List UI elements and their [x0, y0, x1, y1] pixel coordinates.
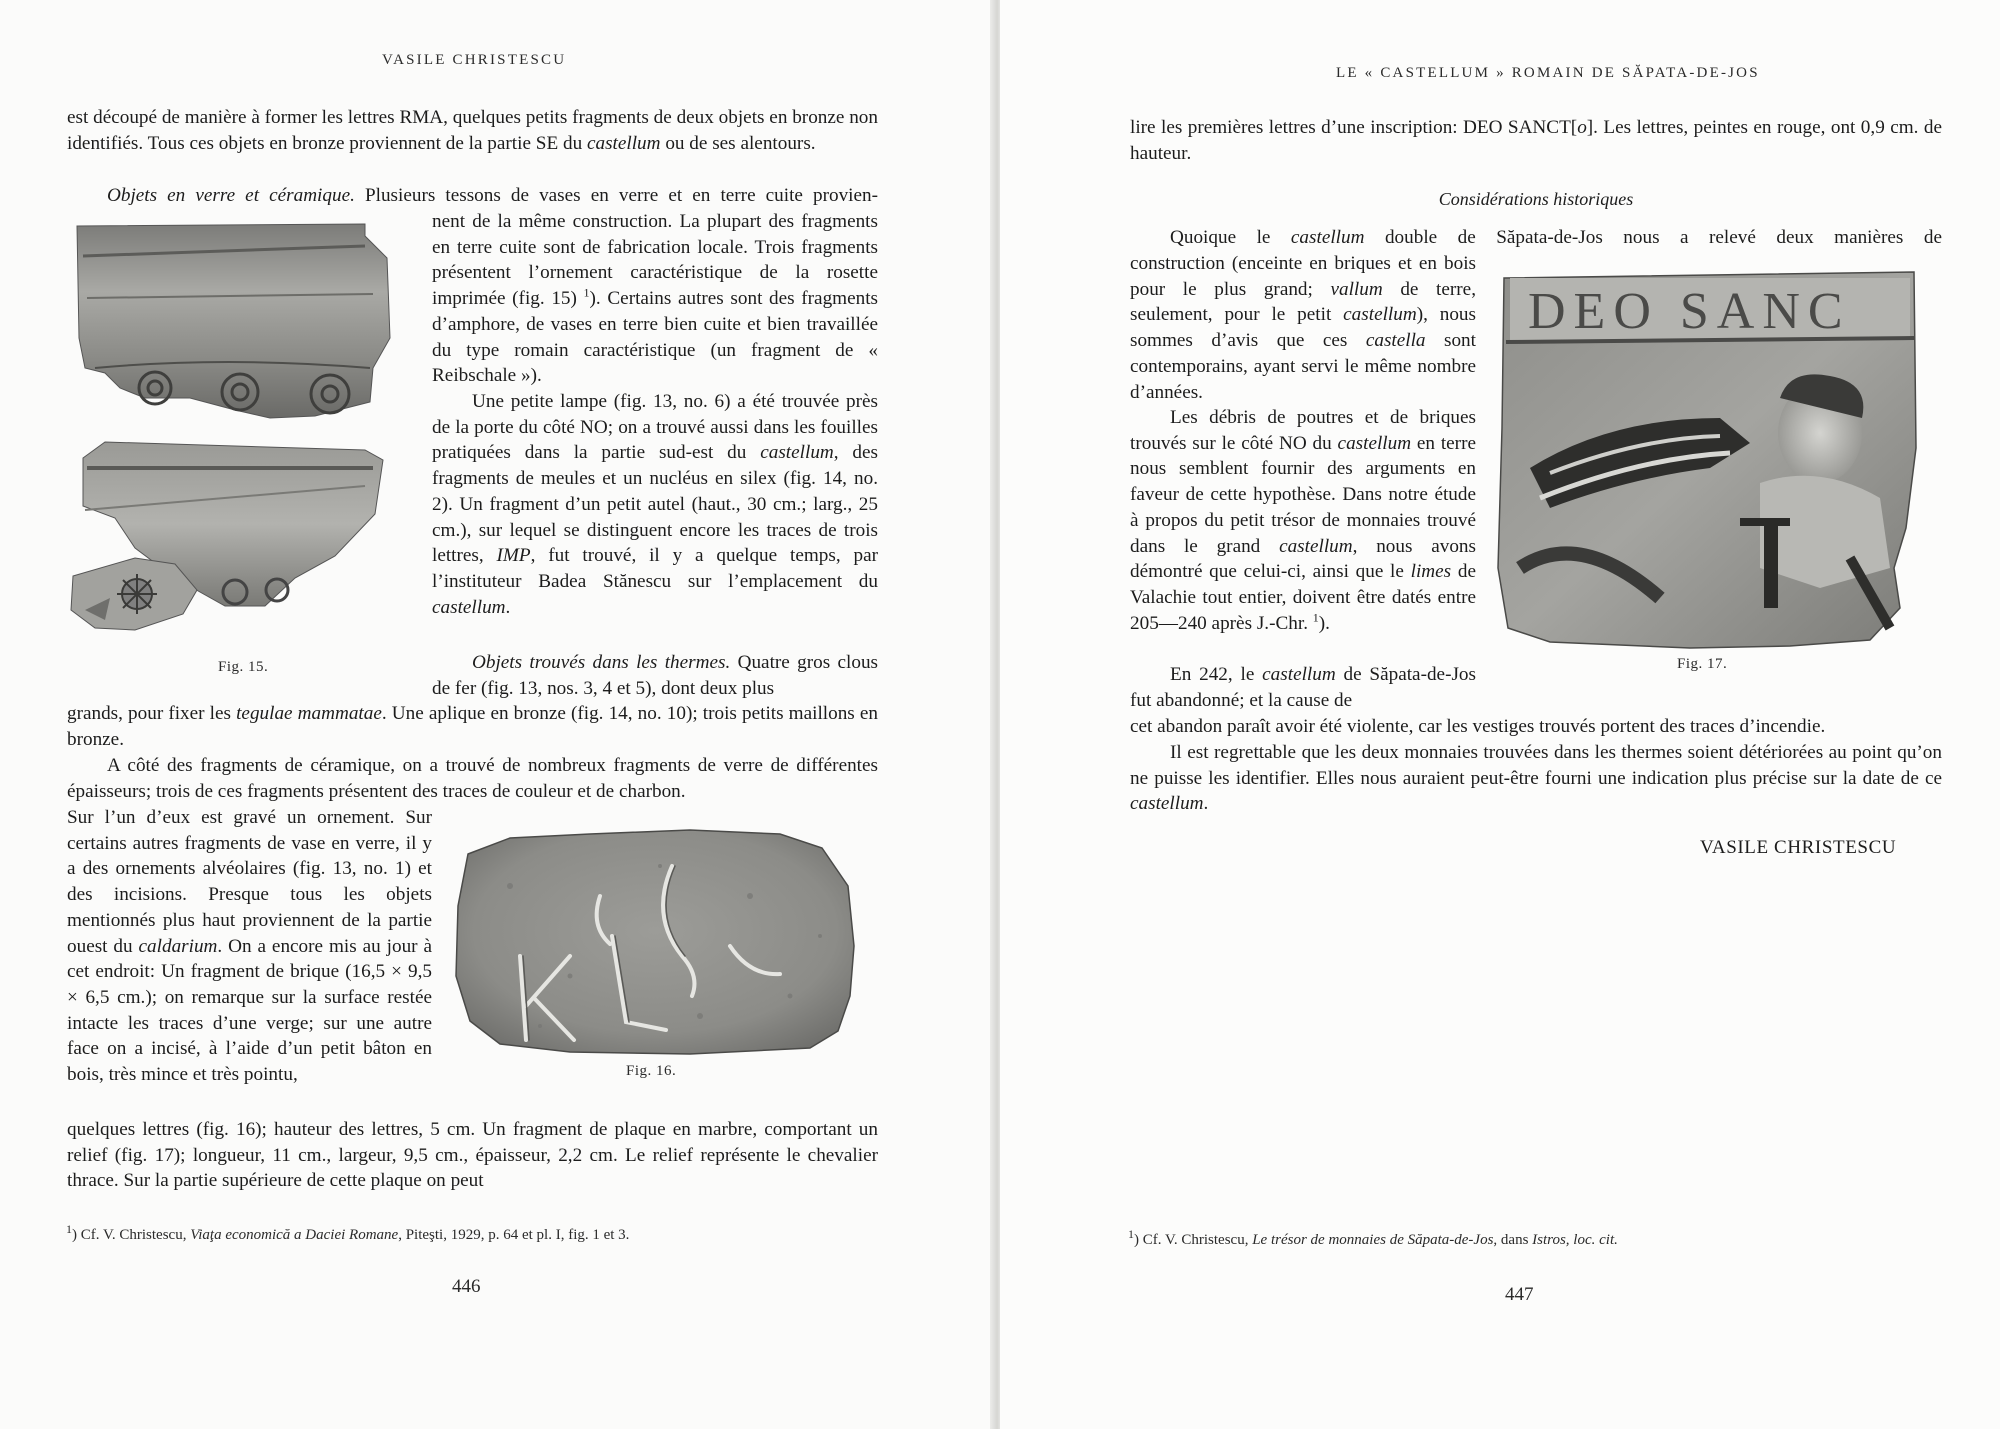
paragraph: Objets en verre et céramique. Plusieurs tessons de vases en verre et en terre cuite provien-: [107, 185, 879, 206]
figure-15-caption: Fig. 15.: [218, 659, 269, 675]
page-number: 447: [1505, 1284, 1534, 1305]
footnote: $^1$) Cf. V. Christescu, Viaţa economică a Daciei Romane, Piteşti, 1929, p. 64 et pl. I, fig. 1 et 3.: [66, 1222, 630, 1243]
figure-17-photo: [1490, 268, 1920, 650]
paragraph: Il est regrettable que les deux monnaies trouvées dans les thermes soient détériorées au point qu’on ne puisse les identifier. Elles nous auraient peut-être fourni une indication plus précise sur la date de ce castellum.: [1130, 742, 1942, 815]
left-page: [0, 0, 995, 1429]
figure-16-photo: [450, 826, 870, 1061]
section-heading: Considérations historiques: [1438, 189, 1634, 209]
figure-16-caption: Fig. 16.: [626, 1063, 677, 1079]
figure-17-caption: Fig. 17.: [1677, 656, 1728, 672]
paragraph: quelques lettres (fig. 16); hauteur des lettres, 5 cm. Un fragment de plaque en marbre, comportant un relief (fig. 17); longueur, 11 cm., largeur, 9,5 cm., épaisseur, 2,2 cm. Le relief représente le chevalier thrace. Sur la partie supérieure de cette plaque on peut: [67, 1119, 878, 1192]
paragraph: Les débris de poutres et de briques trouvés sur le côté NO du castellum en terre nous semblent fournir des arguments en faveur de cette hypothèse. Dans notre étude à propos du petit trésor de monnaies trouvé dans le grand castellum, nous avons démontré que celui-ci, ainsi que le limes de Valachie tout entier, doivent être datés entre 205—240 après J.-Chr. $^1$).: [1130, 407, 1476, 634]
paragraph: A côté des fragments de céramique, on a trouvé de nombreux fragments de verre de différentes épaisseurs; trois de ces fragments présentent des traces de couleur et de charbon.: [67, 755, 878, 802]
right-page: [1000, 0, 2000, 1429]
paragraph: cet abandon paraît avoir été violente, car les vestiges trouvés portent des traces d’incendie.: [1130, 716, 1826, 737]
author-signature: VASILE CHRISTESCU: [1700, 837, 1897, 858]
page-number: 446: [452, 1276, 481, 1297]
paragraph: Quoique le castellum double de Săpata-de-Jos nous a relevé deux manières de: [1170, 227, 1942, 248]
paragraph: est découpé de manière à former les lettres RMA, quelques petits fragments de deux objets en bronze non identifiés. Tous ces objets en bronze proviennent de la partie SE du castellum ou de ses alentours.: [67, 107, 878, 154]
paragraph: lire les premières lettres d’une inscription: DEO SANCT[o]. Les lettres, peintes en rouge, ont 0,9 cm. de hauteur.: [1130, 117, 1942, 164]
paragraph: grands, pour fixer les tegulae mammatae. Une aplique en bronze (fig. 14, no. 10); trois petits maillons en bronze.: [67, 703, 878, 750]
paragraph: nent de la même construction. La plupart des fragments en terre cuite sont de fabrication locale. Trois fragments présentent l’ornement caractéristique de la rosette imprimée (fig. 15) $^1$). Certains autres sont des fragments d’amphore, de vases en terre bien cuite et bien travaillée du type romain caractéristique (un fragment de « Reibschale »).: [432, 211, 878, 387]
figure-15-photo: [65, 218, 425, 656]
footnote: $^1$) Cf. V. Christescu, Le trésor de monnaies de Săpata-de-Jos, dans Istros, loc. cit.: [1128, 1227, 1618, 1248]
paragraph: construction (enceinte en briques et en bois pour le plus grand; vallum de terre, seulement, pour le petit castellum), nous sommes d’avis que ces castella sont contemporains, ayant servi le même nombre d’années.: [1130, 253, 1476, 403]
running-header: LE « CASTELLUM » ROMAIN DE SĂPATA-DE-JOS: [1336, 65, 1760, 81]
running-header: VASILE CHRISTESCU: [382, 52, 567, 68]
paragraph: Sur l’un d’eux est gravé un ornement. Sur certains autres fragments de vase en verre, il y a des ornements alvéolaires (fig. 13, no. 1) et des incisions. Presque tous les objets mentionnés plus haut proviennent de la partie ouest du caldarium. On a encore mis au jour à cet endroit: Un fragment de brique (16,5 × 9,5 × 6,5 cm.); on remarque sur la surface restée intacte les traces d’une verge; sur une autre face on a incisé, à l’aide d’un petit bâton en bois, très mince et très pointu,: [67, 807, 432, 1086]
paragraph: En 242, le castellum de Săpata-de-Jos fut abandonné; et la cause de: [1130, 664, 1476, 711]
paragraph: Une petite lampe (fig. 13, no. 6) a été trouvée près de la porte du côté NO; on a trouvé aussi dans les fouilles pratiquées dans la partie sud-est du castellum, des fragments de meules et un nucléus en silex (fig. 14, no. 2). Un fragment d’un petit autel (haut., 30 cm.; larg., 25 cm.), sur lequel se distinguent encore les traces de trois lettres, IMP, fut trouvé, il y a quelque temps, par l’instituteur Badea Stănescu sur l’emplacement du castellum.: [432, 391, 879, 618]
figure-17-inscription: DEO SANC: [1528, 283, 1851, 340]
paragraph: Objets trouvés dans les thermes. Quatre gros clous de fer (fig. 13, nos. 3, 4 et 5), dont deux plus: [432, 652, 879, 699]
